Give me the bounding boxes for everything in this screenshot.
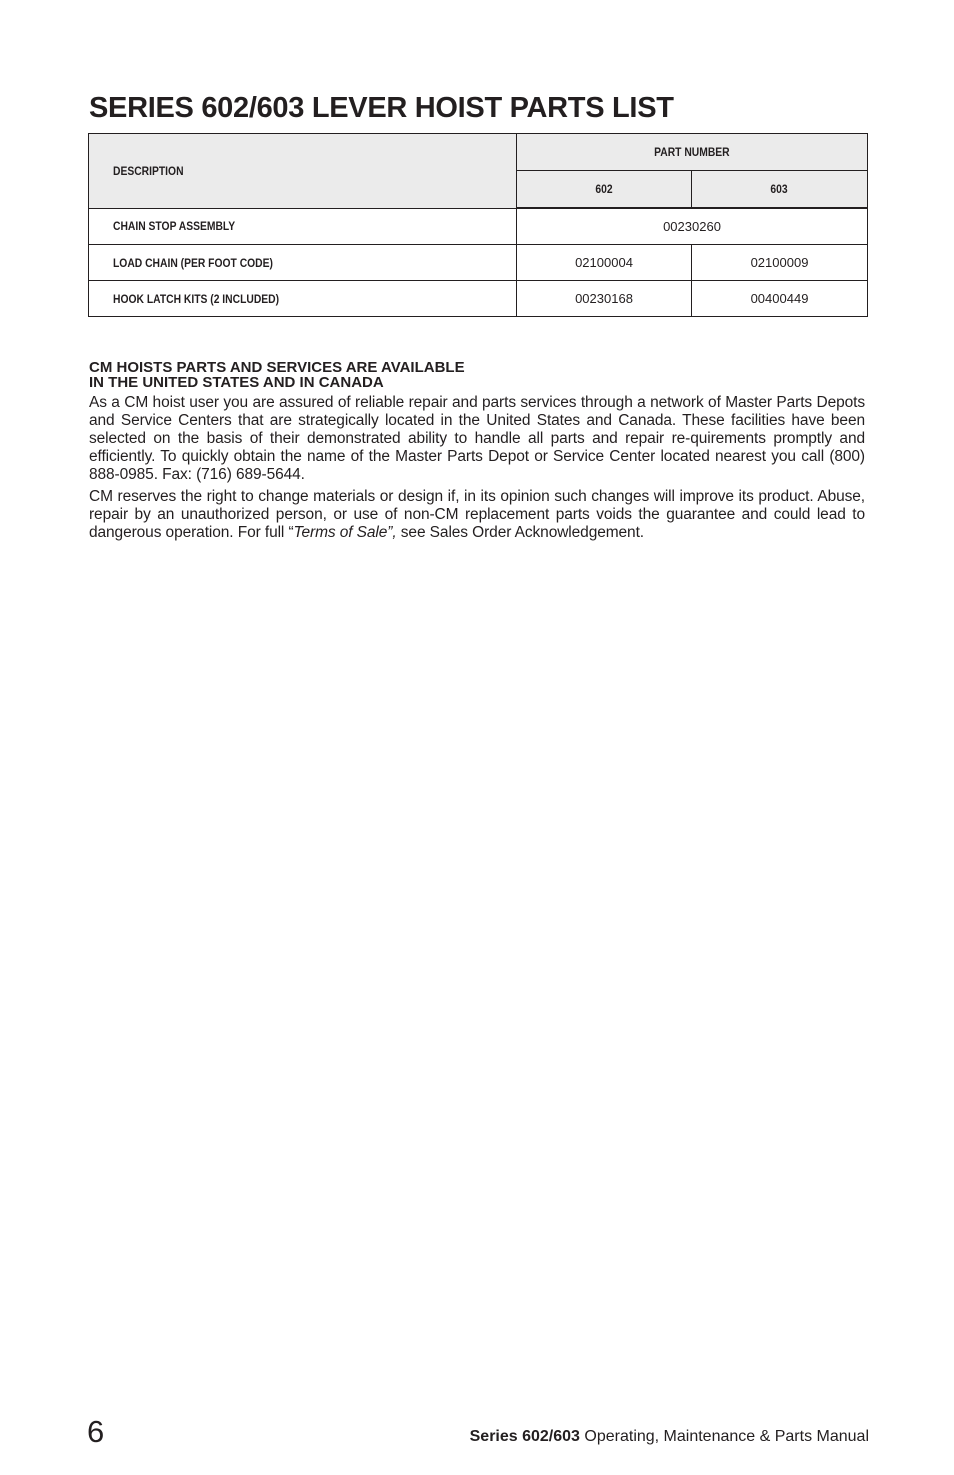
parts-services-section xyxy=(89,360,865,542)
row-part-number-shared: 00230260 xyxy=(517,208,868,245)
terms-paragraph: CM reserves the right to change materials or design if, in its opinion such changes will improve its product. Abuse, repair by an unauthorized person, or use of non-CM replacement parts voids the guarantee and could lead to dangerous operation. For full “Terms of Sale”, see Sales Order Acknowledgement. xyxy=(89,488,865,541)
row-part-number-603: 00400449 xyxy=(692,281,868,317)
table-row xyxy=(89,281,868,317)
parts-table xyxy=(88,133,868,317)
table-header-row xyxy=(89,134,868,171)
table-row xyxy=(89,208,868,245)
row-part-number-602: 02100004 xyxy=(517,245,692,281)
terms-of-sale-text: Terms of Sale”, xyxy=(293,524,397,541)
page-number: 6 xyxy=(87,1414,105,1449)
row-description: CHAIN STOP ASSEMBLY xyxy=(89,208,517,245)
model-602-header: 602 xyxy=(517,171,692,209)
model-603-header: 603 xyxy=(692,171,868,209)
description-header: DESCRIPTION xyxy=(89,134,517,209)
section-heading-line2: IN THE UNITED STATES AND IN CANADA xyxy=(89,374,384,391)
services-paragraph: As a CM hoist user you are assured of reliable repair and parts services through a network of Master Parts Depots and Service Centers that are strategically located in the United States and Canada. These facilities have been selected on the basis of their demonstrated ability to handle all parts and repair re-quirements promptly and efficiently. To quickly obtain the name of the Master Parts Depot or Service Center located nearest you call (800) 888-0985. Fax: (716) 689-5644. xyxy=(89,394,865,483)
table-row xyxy=(89,245,868,281)
row-part-number-603: 02100009 xyxy=(692,245,868,281)
row-description: LOAD CHAIN (PER FOOT CODE) xyxy=(89,245,517,281)
part-number-header: PART NUMBER xyxy=(517,134,868,171)
footer-manual-name: Operating, Maintenance & Parts Manual xyxy=(579,1428,869,1445)
row-description: HOOK LATCH KITS (2 INCLUDED) xyxy=(89,281,517,317)
footer-manual-title xyxy=(470,1427,869,1447)
page-title: SERIES 602/603 LEVER HOIST PARTS LIST xyxy=(89,92,674,124)
section-heading xyxy=(89,360,865,390)
footer-series: Series 602/603 xyxy=(469,1428,580,1445)
section-heading-line1: CM HOISTS PARTS AND SERVICES ARE AVAILABLE xyxy=(89,359,465,376)
row-part-number-602: 00230168 xyxy=(517,281,692,317)
